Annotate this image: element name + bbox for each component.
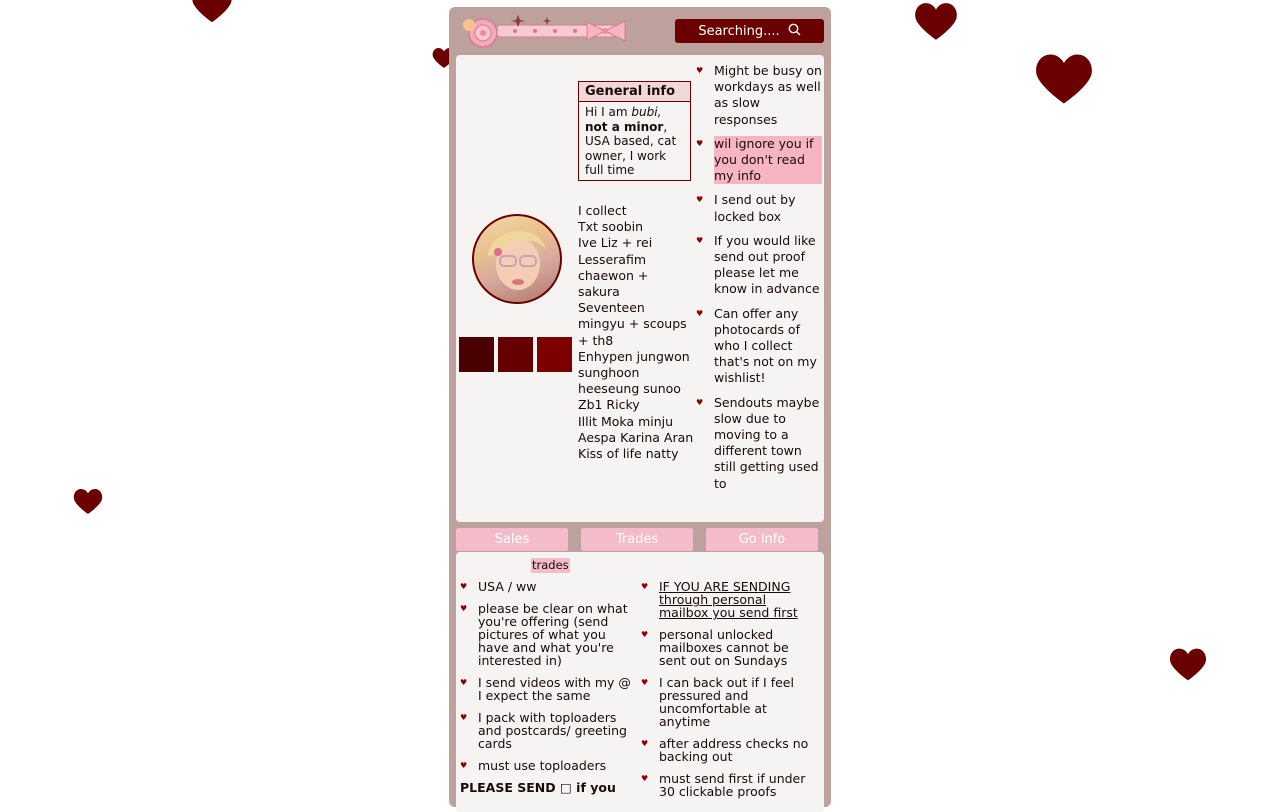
tab-trades[interactable]: Trades [581, 528, 693, 551]
profile-card [449, 7, 831, 807]
trade-rule-text: must use toploaders [478, 758, 607, 773]
color-swatch [498, 337, 533, 372]
collect-line: Lesserafim chaewon + sakura [578, 251, 649, 300]
heart-bullet-icon: ♥ [696, 66, 704, 75]
heart-bullet-icon: ♥ [641, 630, 649, 639]
trade-rule [641, 772, 819, 798]
rule-item [696, 192, 822, 224]
avatar [472, 214, 562, 304]
trade-rule [460, 580, 638, 593]
trades-title: trades [532, 558, 569, 572]
collect-line: Kiss of life natty [578, 446, 679, 462]
trade-rule [460, 711, 638, 750]
rule-text: I send out by locked box [714, 192, 796, 224]
heart-bullet-icon: ♥ [641, 739, 649, 748]
collect-line: Illit Moka minju [578, 413, 674, 429]
search-button[interactable] [675, 19, 824, 43]
trade-rule-text: I can back out if I feel pressured and uncomfortable at anytime [659, 675, 794, 729]
color-swatch [537, 337, 572, 372]
trade-rule-text: personal unlocked mailboxes cannot be sent out on Sundays [659, 627, 789, 668]
tab-bar [456, 528, 818, 551]
general-info-name: bubi, [631, 105, 662, 119]
general-info-hi: Hi I am [585, 105, 632, 119]
heart-bullet-icon: ♥ [696, 397, 704, 407]
tab-go-info[interactable]: Go info [706, 528, 818, 551]
rule-item [696, 63, 822, 128]
heart-decoration [1169, 647, 1207, 682]
please-send-note [460, 781, 638, 795]
trade-rule [641, 676, 819, 728]
rule-text: Can offer any photocards of who I collect that's not on my wishlist! [714, 305, 817, 386]
heart-bullet-icon: ♥ [696, 235, 704, 245]
please-send-suffix: if you [576, 780, 616, 795]
rule-text: wil ignore you if you don't read my info [714, 136, 822, 185]
general-info-body [579, 102, 690, 180]
trade-rule [460, 759, 638, 772]
rule-item [696, 233, 822, 298]
trade-rule-text: IF YOU ARE SENDING through personal mailbox you send first [659, 579, 798, 620]
collect-line: Ive Liz + rei [578, 235, 653, 251]
heart-bullet-icon: ♥ [641, 774, 649, 783]
heart-bullet-icon: ♥ [641, 678, 649, 687]
collect-line: Enhypen jungwon sunghoon heeseung sunoo [578, 348, 690, 397]
trades-right-column [641, 580, 819, 807]
rule-text: If you would like send out proof please let me know in advance [714, 232, 820, 297]
trade-rule [641, 628, 819, 667]
collect-line: Zb1 Ricky [578, 397, 640, 413]
general-info-box [578, 81, 691, 181]
heart-bullet-icon: ♥ [460, 678, 468, 687]
trades-panel [456, 552, 824, 812]
heart-bullet-icon: ♥ [460, 713, 468, 722]
trade-rule-text: please be clear on what you're offering (send pictures of what you have and what you're interested in) [478, 601, 628, 668]
heart-decoration [914, 1, 958, 42]
heart-decoration [1034, 52, 1094, 106]
heart-bullet-icon: ♥ [696, 195, 704, 205]
trade-rule [641, 737, 819, 763]
trade-rule [641, 580, 819, 619]
trade-rule-text: I pack with toploaders and postcards/ greeting cards [478, 710, 627, 751]
trade-rule-text: I send videos with my @ I expect the same [478, 675, 631, 703]
rules-list [696, 63, 822, 500]
rule-item [696, 306, 822, 387]
search-icon [788, 23, 801, 40]
heart-bullet-icon: ♥ [696, 138, 704, 148]
collect-heading: I collect [578, 203, 627, 218]
box-glyph-icon: □ [559, 780, 572, 795]
tab-sales[interactable]: Sales [456, 528, 568, 551]
trade-rule-text: USA / ww [478, 579, 537, 594]
trade-rule [460, 676, 638, 702]
collect-line: Seventeen mingyu + scoups + th8 [578, 300, 687, 348]
search-label: Searching.... [698, 23, 780, 39]
collect-line: Aespa Karina Aran [578, 429, 694, 445]
trade-rule [460, 602, 638, 667]
heart-bullet-icon: ♥ [641, 582, 649, 591]
trades-left-column [460, 580, 638, 795]
general-info-title: General info [579, 82, 690, 102]
trade-rule-text: after address checks no backing out [659, 736, 809, 764]
heart-bullet-icon: ♥ [460, 761, 468, 770]
rule-text: Sendouts maybe slow due to moving to a different town still getting used to [714, 394, 820, 491]
card-header [449, 7, 831, 55]
rule-item [696, 395, 822, 492]
general-info-rest: , USA based, cat owner, I work full time [585, 119, 677, 177]
general-info-minor: not a minor [585, 119, 664, 134]
collect-list [578, 203, 694, 462]
rose-ribbon-banner [455, 11, 645, 55]
please-send-label: PLEASE SEND [460, 780, 556, 795]
profile-panel [456, 55, 824, 522]
heart-bullet-icon: ♥ [460, 582, 468, 591]
rule-text: Might be busy on workdays as well as slow responses [714, 63, 822, 127]
heart-decoration [73, 487, 103, 516]
heart-bullet-icon: ♥ [696, 308, 704, 318]
trade-rule-text: must send first if under 30 clickable proofs [659, 771, 806, 799]
color-swatch [459, 337, 494, 372]
color-swatches [459, 337, 572, 372]
collect-line: Txt soobin [578, 219, 644, 235]
heart-decoration [184, 0, 240, 24]
rule-item [696, 136, 822, 185]
heart-bullet-icon: ♥ [460, 604, 468, 613]
